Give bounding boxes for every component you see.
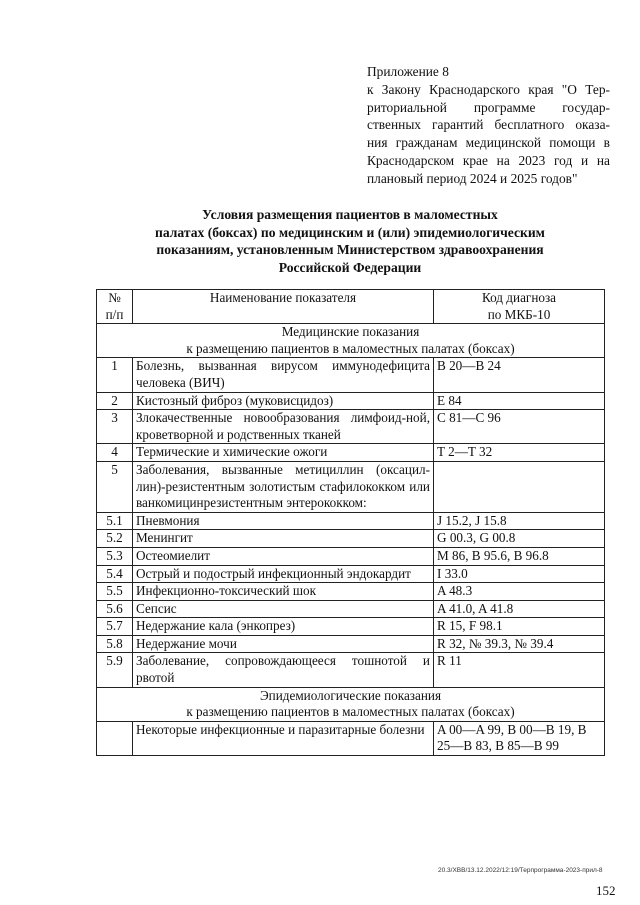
row-code-cell: C 81—C 96 bbox=[434, 410, 605, 444]
document-stamp: 20.3/ХВВ/13.12.2022/12:19/Терпрограмма-2023-прил-8 bbox=[438, 867, 603, 874]
row-name-cell: Злокачественные новообразования лимфоид-ной, кроветворной и родственных тканей bbox=[133, 410, 434, 444]
row-num-cell: 5.3 bbox=[97, 547, 133, 565]
table-row bbox=[97, 512, 605, 530]
row-name-cell: Пневмония bbox=[133, 512, 434, 530]
row-code-cell: A 41.0, A 41.8 bbox=[434, 600, 605, 618]
row-code-cell: G 00.3, G 00.8 bbox=[434, 530, 605, 548]
header-number-line: п/п bbox=[105, 306, 124, 322]
section-line: к размещению пациентов в маломестных палатах (боксах) bbox=[186, 340, 515, 356]
table-row bbox=[97, 530, 605, 548]
row-name-cell: Кистозный фиброз (муковисцидоз) bbox=[133, 392, 434, 410]
appendix-line: ственных гарантий бесплатного оказа- bbox=[367, 117, 610, 133]
header-name-text: Наименование показателя bbox=[209, 290, 357, 305]
table-row bbox=[97, 635, 605, 653]
row-name-cell: Остеомиелит bbox=[133, 547, 434, 565]
row-name-cell: Инфекционно-токсический шок bbox=[133, 583, 434, 601]
conditions-table bbox=[96, 289, 605, 756]
title-line: Условия размещения пациентов в маломестных bbox=[202, 207, 498, 222]
row-num-cell: 1 bbox=[97, 358, 133, 392]
row-name-cell: Болезнь, вызванная вирусом иммунодефицита человека (ВИЧ) bbox=[133, 358, 434, 392]
header-code-line: Код диагноза bbox=[481, 290, 557, 305]
row-code-cell: A 48.3 bbox=[434, 583, 605, 601]
section-line: Эпидемиологические показания bbox=[259, 687, 442, 703]
section-row-epidemiological bbox=[97, 687, 605, 721]
row-num-cell bbox=[97, 721, 133, 755]
row-num-cell: 5.5 bbox=[97, 583, 133, 601]
table-row bbox=[97, 583, 605, 601]
table-row bbox=[97, 444, 605, 462]
row-num-cell: 5 bbox=[97, 461, 133, 512]
appendix-note bbox=[367, 63, 610, 188]
appendix-line: риториальной программе государ- bbox=[367, 99, 610, 115]
appendix-line: Краснодарском крае на 2023 год и на bbox=[367, 152, 610, 168]
table-row bbox=[97, 653, 605, 687]
row-code-cell: R 15, F 98.1 bbox=[434, 618, 605, 636]
section-heading bbox=[97, 324, 605, 358]
header-code bbox=[434, 290, 605, 324]
table-row bbox=[97, 547, 605, 565]
page-number: 152 bbox=[596, 883, 616, 898]
title-line: Российской Федерации bbox=[278, 259, 422, 275]
row-num-cell: 5.7 bbox=[97, 618, 133, 636]
row-name-cell: Острый и подострый инфекционный эндокардит bbox=[133, 565, 434, 583]
table-row bbox=[97, 618, 605, 636]
document-title bbox=[96, 206, 604, 276]
table-header-row bbox=[97, 290, 605, 324]
table-row bbox=[97, 565, 605, 583]
section-row-medical bbox=[97, 324, 605, 358]
row-num-cell: 2 bbox=[97, 392, 133, 410]
row-num-cell: 5.2 bbox=[97, 530, 133, 548]
row-code-cell: E 84 bbox=[434, 392, 605, 410]
row-name-cell: Заболевания, вызванные метициллин (оксацил-лин)-резистентным золотистым стафилококком или ванкомицинрезистентным энтерококком: bbox=[133, 461, 434, 512]
table-row bbox=[97, 358, 605, 392]
appendix-line: ния гражданам медицинской помощи в bbox=[367, 135, 610, 151]
section-line: к размещению пациентов в маломестных палатах (боксах) bbox=[186, 704, 515, 720]
header-number-line: № bbox=[108, 290, 121, 305]
row-num-cell: 5.6 bbox=[97, 600, 133, 618]
row-name-cell: Менингит bbox=[133, 530, 434, 548]
table-row bbox=[97, 600, 605, 618]
row-name-cell: Некоторые инфекционные и паразитарные болезни bbox=[133, 721, 434, 755]
row-code-cell bbox=[434, 461, 605, 512]
section-line: Медицинские показания bbox=[281, 324, 420, 340]
appendix-line: Приложение 8 bbox=[367, 64, 449, 79]
table-row bbox=[97, 461, 605, 512]
header-number bbox=[97, 290, 133, 324]
appendix-line: к Закону Краснодарского края "О Тер- bbox=[367, 81, 610, 97]
title-line: показаниям, установленным Министерством здравоохранения bbox=[156, 242, 544, 257]
row-code-cell: R 11 bbox=[434, 653, 605, 687]
row-code-cell: B 20—B 24 bbox=[434, 358, 605, 392]
row-num-cell: 4 bbox=[97, 444, 133, 462]
row-num-cell: 5.4 bbox=[97, 565, 133, 583]
row-code-cell: I 33.0 bbox=[434, 565, 605, 583]
row-code-cell: T 2—T 32 bbox=[434, 444, 605, 462]
row-code-cell: A 00—A 99, B 00—B 19, B 25—B 83, B 85—B 99 bbox=[434, 721, 605, 755]
row-num-cell: 5.8 bbox=[97, 635, 133, 653]
row-name-cell: Недержание кала (энкопрез) bbox=[133, 618, 434, 636]
table-row bbox=[97, 721, 605, 755]
row-code-cell: M 86, B 95.6, B 96.8 bbox=[434, 547, 605, 565]
row-name-cell: Сепсис bbox=[133, 600, 434, 618]
row-num-cell: 5.1 bbox=[97, 512, 133, 530]
appendix-line: плановый период 2024 и 2025 годов" bbox=[367, 170, 578, 186]
row-num-cell: 5.9 bbox=[97, 653, 133, 687]
row-code-cell: R 32, № 39.3, № 39.4 bbox=[434, 635, 605, 653]
row-name-cell: Заболевание, сопровождающееся тошнотой и рвотой bbox=[133, 653, 434, 687]
row-name-cell: Недержание мочи bbox=[133, 635, 434, 653]
header-code-line: по МКБ-10 bbox=[487, 306, 551, 322]
row-code-cell: J 15.2, J 15.8 bbox=[434, 512, 605, 530]
table-row bbox=[97, 392, 605, 410]
table-row bbox=[97, 410, 605, 444]
row-num-cell: 3 bbox=[97, 410, 133, 444]
section-heading bbox=[97, 687, 605, 721]
header-name bbox=[133, 290, 434, 324]
title-line: палатах (боксах) по медицинским и (или) эпидемиологическим bbox=[155, 224, 545, 240]
row-name-cell: Термические и химические ожоги bbox=[133, 444, 434, 462]
